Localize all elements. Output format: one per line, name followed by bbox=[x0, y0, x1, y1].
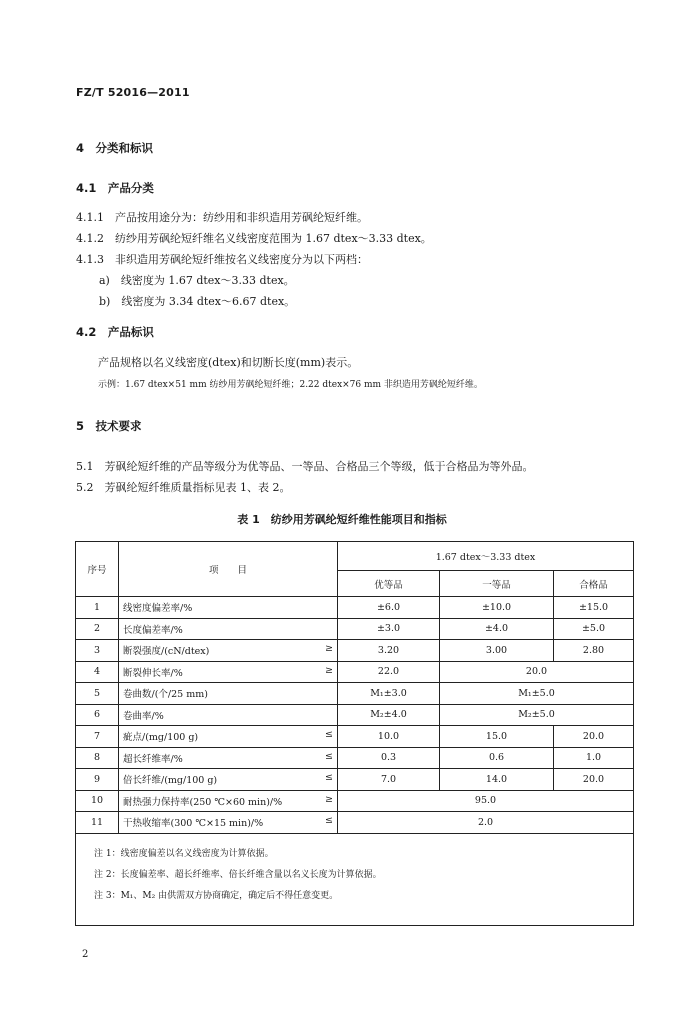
row-no: 11 bbox=[76, 812, 119, 834]
row-value: M₂±4.0 bbox=[338, 704, 440, 726]
table-row bbox=[76, 747, 634, 769]
row-value: 20.0 bbox=[554, 769, 634, 791]
row-no: 9 bbox=[76, 769, 119, 791]
row-value: 1.0 bbox=[554, 747, 634, 769]
table-note-3: 注 3：M₁、M₂ 由供需双方协商确定，确定后不得任意变更。 bbox=[94, 890, 339, 901]
clause-4-1-3: 4.1.3 非织造用芳砜纶短纤维按名义线密度分为以下两档： bbox=[76, 253, 368, 266]
section-4-2-example: 示例：1.67 dtex×51 mm 纺纱用芳砜纶短纤维；2.22 dtex×76 mm 非织造用芳砜纶短纤维。 bbox=[98, 380, 483, 390]
clause-4-1-2: 4.1.2 纺纱用芳砜纶短纤维名义线密度范围为 1.67 dtex～3.33 dtex。 bbox=[76, 232, 432, 245]
row-value: M₁±5.0 bbox=[440, 683, 634, 705]
table-caption: 表 1 纺纱用芳砜纶短纤维性能项目和指标 bbox=[237, 513, 447, 526]
table-row bbox=[76, 769, 634, 791]
row-item: 倍长纤维/(mg/100 g) ≤ bbox=[119, 769, 338, 791]
row-no: 7 bbox=[76, 726, 119, 748]
header-grade-qualified: 合格品 bbox=[554, 571, 634, 597]
row-value: 7.0 bbox=[338, 769, 440, 791]
table-row bbox=[76, 661, 634, 683]
row-value: 2.0 bbox=[338, 812, 634, 834]
table-row bbox=[76, 704, 634, 726]
row-item: 耐热强力保持率(250 ℃×60 min)/% ≥ bbox=[119, 790, 338, 812]
row-value: 20.0 bbox=[440, 661, 634, 683]
row-value: 0.3 bbox=[338, 747, 440, 769]
table-note-2: 注 2：长度偏差率、超长纤维率、倍长纤维含量以名义长度为计算依据。 bbox=[94, 869, 382, 880]
row-item: 卷曲率/% bbox=[119, 704, 338, 726]
header-density-range: 1.67 dtex～3.33 dtex bbox=[338, 542, 634, 571]
row-item: 卷曲数/(个/25 mm) bbox=[119, 683, 338, 705]
row-no: 4 bbox=[76, 661, 119, 683]
row-no: 10 bbox=[76, 790, 119, 812]
table-row bbox=[76, 640, 634, 662]
row-value: ±6.0 bbox=[338, 597, 440, 619]
clause-4-1-3-a: a) 线密度为 1.67 dtex～3.33 dtex。 bbox=[99, 274, 295, 287]
table-row bbox=[76, 790, 634, 812]
row-item: 长度偏差率/% bbox=[119, 618, 338, 640]
row-value: ±4.0 bbox=[440, 618, 554, 640]
table-row bbox=[76, 618, 634, 640]
header-grade-premium: 优等品 bbox=[338, 571, 440, 597]
row-item: 线密度偏差率/% bbox=[119, 597, 338, 619]
table-row bbox=[76, 683, 634, 705]
page-number: 2 bbox=[82, 949, 89, 960]
header-item: 项 目 bbox=[119, 542, 338, 597]
row-value: 3.20 bbox=[338, 640, 440, 662]
row-value: ±3.0 bbox=[338, 618, 440, 640]
row-value: 3.00 bbox=[440, 640, 554, 662]
row-item: 疵点/(mg/100 g) ≤ bbox=[119, 726, 338, 748]
row-no: 8 bbox=[76, 747, 119, 769]
row-item: 超长纤维率/% ≤ bbox=[119, 747, 338, 769]
clause-5-1: 5.1 芳砜纶短纤维的产品等级分为优等品、一等品、合格品三个等级，低于合格品为等外品。 bbox=[76, 460, 534, 473]
row-value: M₂±5.0 bbox=[440, 704, 634, 726]
row-no: 1 bbox=[76, 597, 119, 619]
table-notes bbox=[76, 833, 634, 925]
clause-4-1-1: 4.1.1 产品按用途分为：纺纱用和非织造用芳砜纶短纤维。 bbox=[76, 211, 368, 224]
row-value: ±10.0 bbox=[440, 597, 554, 619]
row-no: 5 bbox=[76, 683, 119, 705]
header-grade-first: 一等品 bbox=[440, 571, 554, 597]
row-value: 20.0 bbox=[554, 726, 634, 748]
standard-code: FZ/T 52016—2011 bbox=[76, 86, 190, 99]
row-value: 95.0 bbox=[338, 790, 634, 812]
clause-4-1-3-b: b) 线密度为 3.34 dtex～6.67 dtex。 bbox=[99, 295, 296, 308]
section-4-title: 4 分类和标识 bbox=[76, 141, 154, 155]
row-item: 断裂强度/(cN/dtex) ≥ bbox=[119, 640, 338, 662]
section-5-title: 5 技术要求 bbox=[76, 419, 142, 433]
row-item: 干热收缩率(300 ℃×15 min)/% ≤ bbox=[119, 812, 338, 834]
clause-5-2: 5.2 芳砜纶短纤维质量指标见表 1、表 2。 bbox=[76, 481, 291, 494]
table-row bbox=[76, 726, 634, 748]
table-note-1: 注 1：线密度偏差以名义线密度为计算依据。 bbox=[94, 848, 274, 859]
row-value: ±5.0 bbox=[554, 618, 634, 640]
table-row bbox=[76, 812, 634, 834]
section-4-2-title: 4.2 产品标识 bbox=[76, 325, 154, 339]
row-no: 3 bbox=[76, 640, 119, 662]
row-value: 2.80 bbox=[554, 640, 634, 662]
row-value: 14.0 bbox=[440, 769, 554, 791]
row-value: 10.0 bbox=[338, 726, 440, 748]
row-value: M₁±3.0 bbox=[338, 683, 440, 705]
spec-table bbox=[75, 541, 634, 926]
row-value: 15.0 bbox=[440, 726, 554, 748]
header-serial-no: 序号 bbox=[76, 542, 119, 597]
row-no: 2 bbox=[76, 618, 119, 640]
row-item: 断裂伸长率/% ≥ bbox=[119, 661, 338, 683]
row-no: 6 bbox=[76, 704, 119, 726]
section-4-1-title: 4.1 产品分类 bbox=[76, 181, 154, 195]
row-value: 22.0 bbox=[338, 661, 440, 683]
section-4-2-paragraph: 产品规格以名义线密度(dtex)和切断长度(mm)表示。 bbox=[98, 356, 359, 369]
row-value: ±15.0 bbox=[554, 597, 634, 619]
row-value: 0.6 bbox=[440, 747, 554, 769]
table-row bbox=[76, 597, 634, 619]
